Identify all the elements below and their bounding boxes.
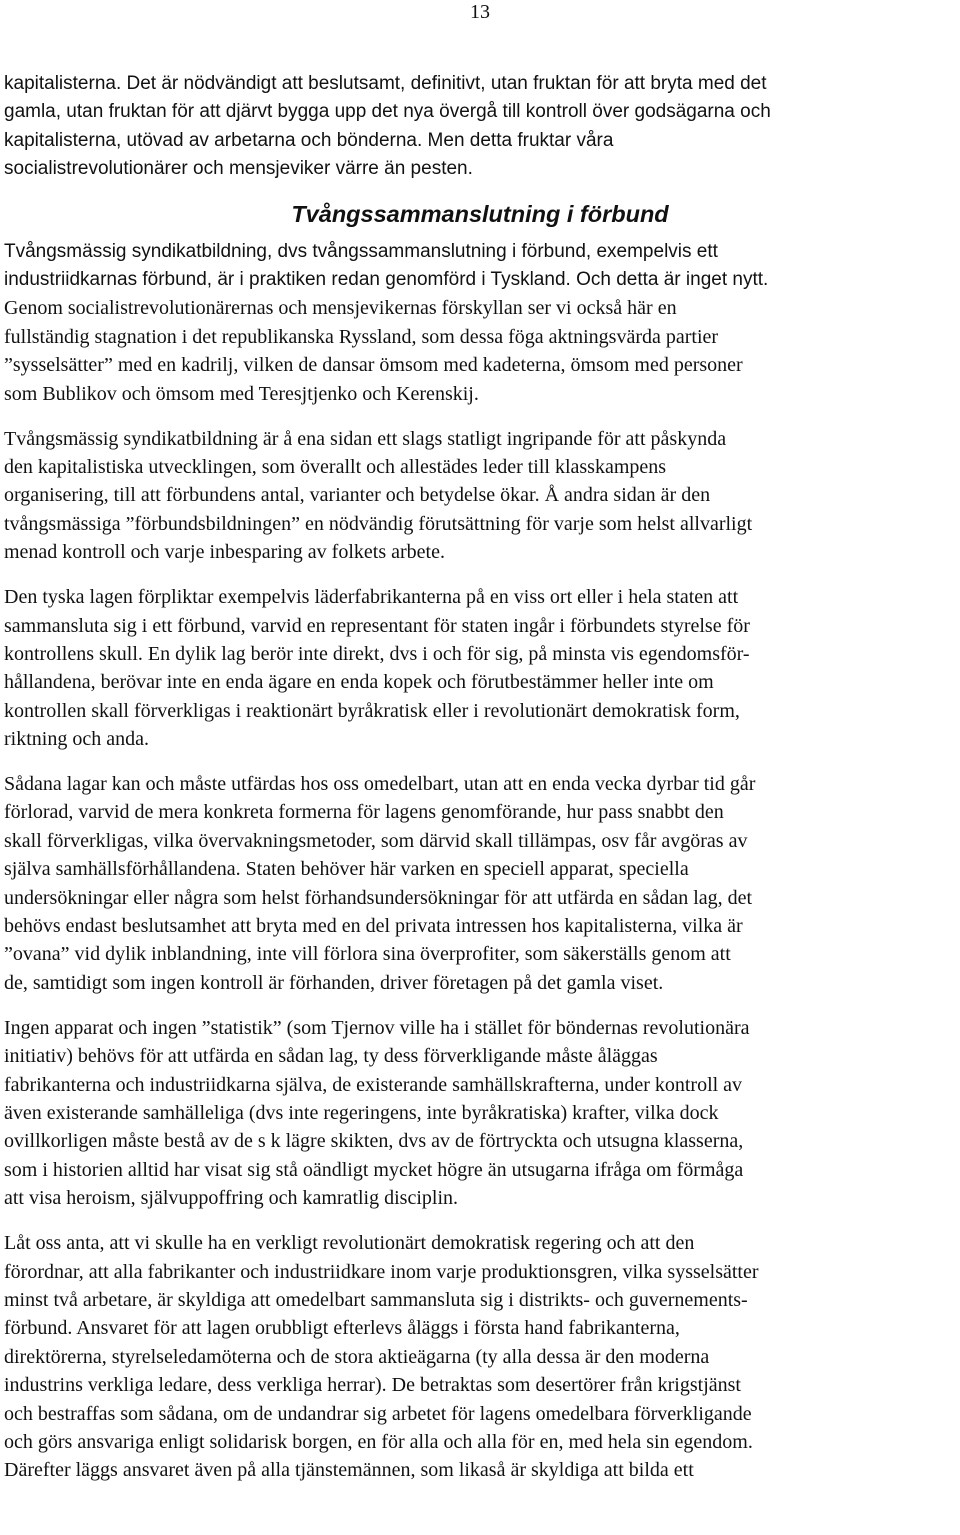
text-line: minst två arbetare, är skyldiga att omedelbart sammansluta sig i distrikts- och guvernements-	[4, 1288, 748, 1311]
text-line: riktning och anda.	[4, 728, 149, 751]
body-paragraph	[4, 1229, 956, 1485]
text-line: Tvångsmässig syndikatbildning, dvs tvångssammanslutning i förbund, exempelvis ett	[4, 240, 718, 262]
text-line: att visa heroism, självuppoffring och kamratlig disciplin.	[4, 1187, 458, 1210]
text-line: Låt oss anta, att vi skulle ha en verkligt revolutionärt demokratisk regering och att den	[4, 1232, 695, 1255]
text-line: initiativ) behövs för att utfärda en sådan lag, ty dess förverkligande måste åläggas	[4, 1045, 658, 1068]
text-line: industriidkarnas förbund, är i praktiken redan genomförd i Tyskland. Och detta är inget nytt.	[4, 269, 769, 291]
text-line: socialistrevolutionärer och mensjeviker värre än pesten.	[4, 158, 473, 180]
text-line: fabrikanterna och industriidkarna själva, de existerande samhällskrafterna, under kontroll av	[4, 1073, 743, 1096]
paragraphs	[4, 238, 956, 1485]
text-line: Genom socialistrevolutionärernas och mensjevikernas förskyllan ser vi också här en	[4, 297, 677, 320]
text-line: hållandena, berövar inte en enda ägare en enda kopek och förutbestämmer heller inte om	[4, 671, 714, 694]
text-line: ”ovana” vid dylik inblandning, inte vill förlora sina överprofiter, som säkerställs genom att	[4, 943, 731, 966]
body-paragraph	[4, 583, 956, 753]
body-paragraph	[4, 425, 956, 567]
text-line: förbund. Ansvaret för att lagen orubbligt efterlevs åläggs i första hand fabrikanterna,	[4, 1317, 680, 1340]
text-line: förlorad, varvid de mera konkreta formerna för lagens genomförande, hur pass snabbt den	[4, 801, 724, 824]
body-paragraph	[4, 238, 956, 408]
text-line: som i historien alltid har visat sig stå oändligt mycket högre än utsugarna ifråga om förmåga	[4, 1158, 744, 1181]
text-line: Därefter läggs ansvaret även på alla tjänstemännen, som likaså är skyldiga att bilda ett	[4, 1459, 694, 1482]
text-line: sammansluta sig i ett förbund, varvid en representant för staten ingår i förbundets styrelse för	[4, 614, 750, 637]
text-line: kontrollens skull. En dylik lag berör inte direkt, dvs i och för sig, på minsta vis egendomsför-	[4, 642, 750, 665]
text-line: och görs ansvariga enligt solidarisk borgen, en för alla och alla för en, med hela sin egendom.	[4, 1430, 753, 1453]
text-line: förordnar, att alla fabrikanter och industriidkare inom varje produktionsgren, vilka sysselsätter	[4, 1260, 759, 1283]
text-line: gamla, utan fruktan för att djärvt bygga upp det nya övergå till kontroll över godsägarna och	[4, 101, 771, 123]
page-number: 13	[470, 1, 490, 23]
text-line: Sådana lagar kan och måste utfärdas hos oss omedelbart, utan att en enda vecka dyrbar tid går	[4, 773, 756, 796]
document-body	[4, 70, 956, 1501]
text-line: Den tyska lagen förpliktar exempelvis läderfabrikanterna på en viss ort eller i hela staten att	[4, 586, 739, 609]
text-line: kapitalisterna, utövad av arbetarna och bönderna. Men detta fruktar våra	[4, 129, 614, 151]
text-line: direktörerna, styrelseledamöterna och de stora aktieägarna (ty alla dessa är den moderna	[4, 1345, 710, 1368]
text-line: behövs endast beslutsamhet att bryta med en del privata intressen hos kapitalisterna, vilka är	[4, 915, 743, 938]
text-line: kapitalisterna. Det är nödvändigt att beslutsamt, definitivt, utan fruktan för att bryta med det	[4, 73, 767, 94]
text-line: undersökningar eller några som helst förhandsundersökningar för att utfärda en sådan lag, det	[4, 886, 753, 909]
section-heading: Tvångssammanslutning i förbund	[291, 200, 669, 227]
text-line: fullständig stagnation i det republikanska Ryssland, som dessa föga aktningsvärda partier	[4, 325, 719, 348]
text-line: den kapitalistiska utvecklingen, som överallt och allestädes leder till klasskampens	[4, 455, 667, 478]
text-line: kontrollen skall förverkligas i reaktionärt byråkratisk eller i revolutionärt demokratisk form,	[4, 699, 740, 722]
text-line: skall förverkligas, vilka övervakningsmetoder, som därvid skall tillämpas, osv får avgöras av	[4, 829, 748, 852]
text-line: tvångsmässiga ”förbundsbildningen” en nödvändig förutsättning för varje som helst allvarligt	[4, 512, 753, 535]
text-line: Ingen apparat och ingen ”statistik” (som Tjernov ville ha i stället för böndernas revolutionära	[4, 1016, 750, 1039]
text-line: industrins verkliga ledare, dess verkliga herrar). De betraktas som desertörer från krigstjänst	[4, 1374, 741, 1397]
intro-paragraph	[4, 70, 956, 184]
body-paragraph	[4, 770, 956, 997]
text-line: och bestraffas som sådana, om de undandrar sig arbetet för lagens omedelbara förverkligande	[4, 1402, 752, 1425]
text-line: som Bublikov och ömsom med Teresjtjenko och Kerenskij.	[4, 382, 479, 405]
text-line: organisering, till att förbundens antal, varianter och betydelse ökar. Å andra sidan är den	[4, 484, 711, 507]
text-line: själva samhällsförhållandena. Staten behöver här varken en speciell apparat, speciella	[4, 858, 689, 881]
text-line: ”sysselsätter” med en kadrilj, vilken de dansar ömsom med kadeterna, ömsom med personer	[4, 354, 743, 377]
text-line: de, samtidigt som ingen kontroll är förhanden, driver företagen på det gamla viset.	[4, 971, 664, 994]
text-line: menad kontroll och varje inbesparing av folkets arbete.	[4, 541, 445, 564]
body-paragraph	[4, 1014, 956, 1213]
text-line: även existerande samhälleliga (dvs inte regeringens, inte byråkratiska) krafter, vilka dock	[4, 1102, 719, 1124]
text-line: ovillkorligen måste bestå av de s k lägre skikten, dvs av de förtryckta och utsugna klasserna,	[4, 1130, 744, 1153]
text-line: Tvångsmässig syndikatbildning är å ena sidan ett slags statligt ingripande för att påskynda	[4, 427, 727, 450]
